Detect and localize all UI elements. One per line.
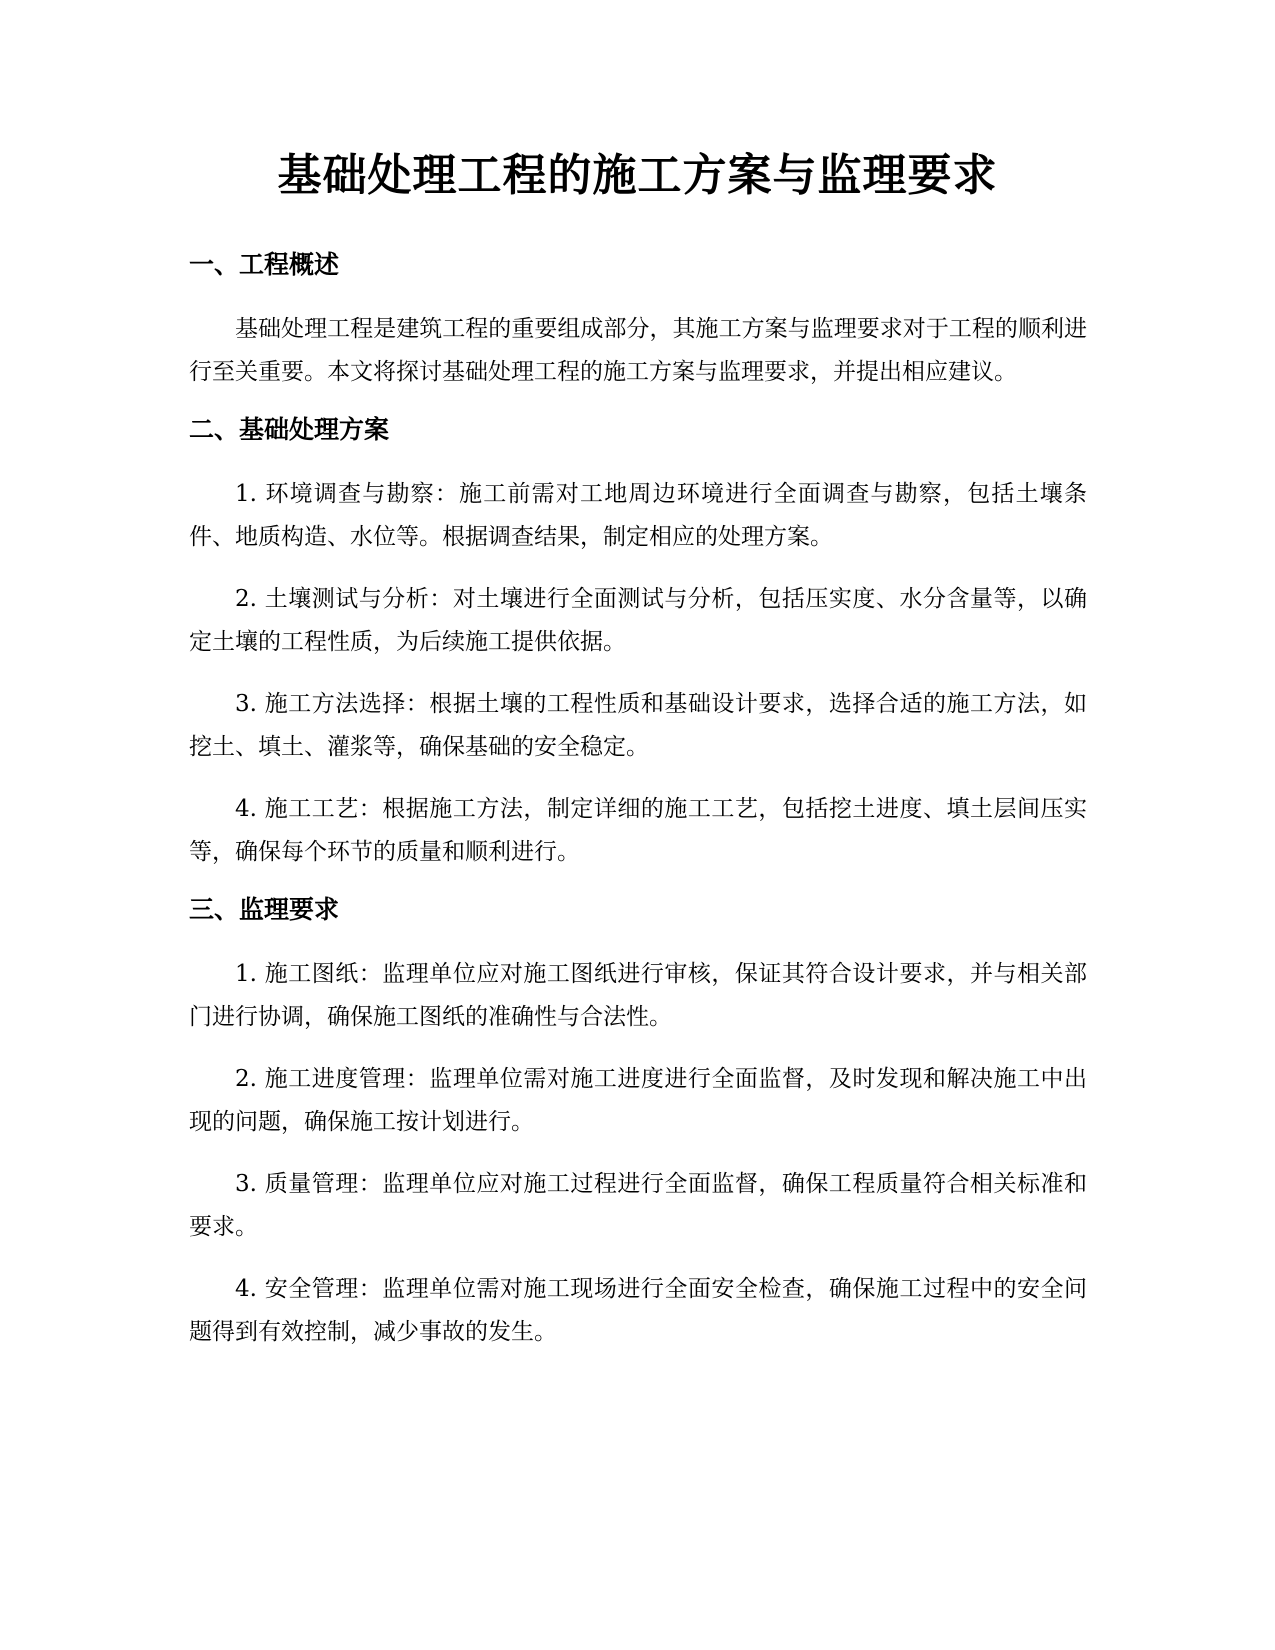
section-heading: 三、监理要求 <box>189 895 340 924</box>
paragraph: 3. 施工方法选择：根据土壤的工程性质和基础设计要求，选择合适的施工方法，如挖土、填土、灌浆等，确保基础的安全稳定。 <box>189 691 1087 760</box>
paragraph: 基础处理工程是建筑工程的重要组成部分，其施工方案与监理要求对于工程的顺利进行至关重要。本文将探讨基础处理工程的施工方案与监理要求，并提出相应建议。 <box>189 316 1087 385</box>
paragraph: 3. 质量管理：监理单位应对施工过程进行全面监督，确保工程质量符合相关标准和要求。 <box>189 1171 1087 1240</box>
paragraph: 4. 施工工艺：根据施工方法，制定详细的施工工艺，包括挖土进度、填土层间压实等，确保每个环节的质量和顺利进行。 <box>189 796 1087 865</box>
section-treatment-plan <box>189 413 1087 874</box>
paragraph: 2. 土壤测试与分析：对土壤进行全面测试与分析，包括压实度、水分含量等，以确定土壤的工程性质，为后续施工提供依据。 <box>189 586 1087 655</box>
paragraph: 1. 施工图纸：监理单位应对施工图纸进行审核，保证其符合设计要求，并与相关部门进行协调，确保施工图纸的准确性与合法性。 <box>189 961 1087 1030</box>
document-title: 基础处理工程的施工方案与监理要求 <box>277 150 998 201</box>
paragraph: 2. 施工进度管理：监理单位需对施工进度进行全面监督，及时发现和解决施工中出现的问题，确保施工按计划进行。 <box>189 1066 1087 1135</box>
document-body <box>189 248 1087 1373</box>
section-heading: 一、工程概述 <box>189 250 340 279</box>
section-supervision-requirements <box>189 893 1087 1354</box>
paragraph: 1. 环境调查与勘察：施工前需对工地周边环境进行全面调查与勘察，包括土壤条件、地质构造、水位等。根据调查结果，制定相应的处理方案。 <box>189 481 1087 550</box>
section-overview <box>189 248 1087 394</box>
paragraph: 4. 安全管理：监理单位需对施工现场进行全面安全检查，确保施工过程中的安全问题得到有效控制，减少事故的发生。 <box>189 1276 1087 1345</box>
section-heading: 二、基础处理方案 <box>189 415 390 444</box>
